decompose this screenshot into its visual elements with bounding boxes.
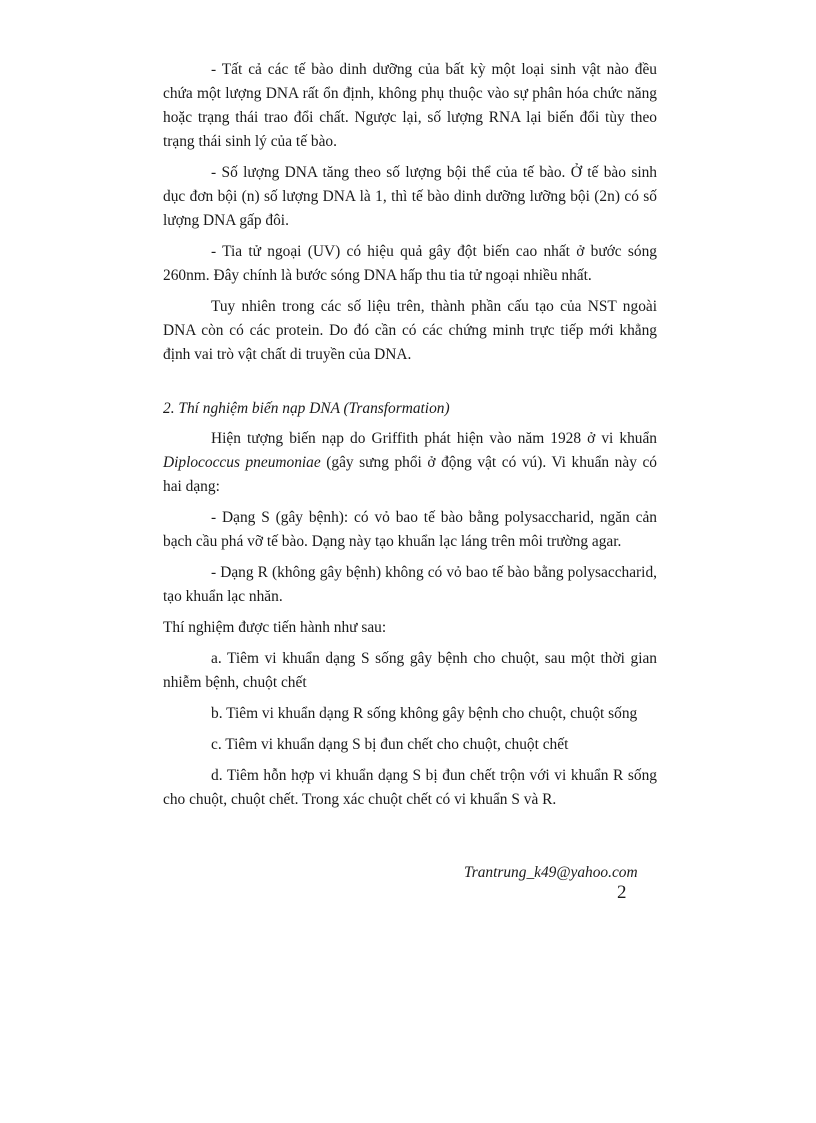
section-heading-transformation: 2. Thí nghiệm biến nạp DNA (Transformation) bbox=[163, 400, 450, 417]
intro-text-before: Hiện tượng biến nạp do Griffith phát hiện vào năm 1928 ở vi khuẩn bbox=[211, 430, 657, 447]
experiment-step-b: b. Tiêm vi khuẩn dạng R sống không gây bệnh cho chuột, chuột sống bbox=[211, 705, 638, 722]
species-name: Diplococcus pneumoniae bbox=[163, 454, 321, 471]
page-number: 2 bbox=[617, 882, 627, 903]
paragraph-dna-stability: - Tất cả các tế bào dinh dưỡng của bất kỳ một loại sinh vật nào đều chứa một lượng DNA rất ổn định, không phụ thuộc vào sự phân hóa chức năng hoặc trạng thái trao đổi chất. Ngược lại, số lượng RNA lại biến đổi tùy theo trạng thái sinh lý của tế bào. bbox=[163, 61, 657, 150]
paragraph-form-r: - Dạng R (không gây bệnh) không có vỏ bao tế bào bằng polysaccharid, tạo khuẩn lạc nhăn. bbox=[163, 564, 657, 605]
document-body bbox=[163, 58, 657, 819]
paragraph-dna-ploidy: - Số lượng DNA tăng theo số lượng bội thể của tế bào. Ở tế bào sinh dục đơn bội (n) số lượng DNA là 1, thì tế bào dinh dưỡng lưỡng bội (2n) có số lượng DNA gấp đôi. bbox=[163, 164, 657, 229]
paragraph-protein-note: Tuy nhiên trong các số liệu trên, thành phần cấu tạo của NST ngoài DNA còn có các protein. Do đó cần có các chứng minh trực tiếp mới khẳng định vai trò vật chất di truyền của DNA. bbox=[163, 298, 657, 363]
paragraph-form-s: - Dạng S (gây bệnh): có vỏ bao tế bào bằng polysaccharid, ngăn cản bạch cầu phá vỡ tế bào. Dạng này tạo khuẩn lạc láng trên môi trường agar. bbox=[163, 509, 657, 550]
intro-text-after: (gây sưng phổi ở động vật có vú). Vi khuẩn này có hai dạng: bbox=[163, 454, 657, 495]
paragraph-uv-wavelength: - Tia tử ngoại (UV) có hiệu quả gây đột biến cao nhất ở bước sóng 260nm. Đây chính là bước sóng DNA hấp thu tia tử ngoại nhiều nhất. bbox=[163, 243, 657, 284]
experiment-step-c: c. Tiêm vi khuẩn dạng S bị đun chết cho chuột, chuột chết bbox=[211, 736, 569, 753]
experiment-step-a: a. Tiêm vi khuẩn dạng S sống gây bệnh cho chuột, sau một thời gian nhiễm bệnh, chuột chết bbox=[163, 650, 657, 691]
footer-email: Trantrung_k49@yahoo.com bbox=[464, 864, 638, 881]
paragraph-experiment-lead: Thí nghiệm được tiến hành như sau: bbox=[163, 619, 387, 636]
experiment-step-d: d. Tiêm hỗn hợp vi khuẩn dạng S bị đun chết trộn với vi khuẩn R sống cho chuột, chuột chết. Trong xác chuột chết có vi khuẩn S và R. bbox=[163, 767, 657, 808]
paragraph-griffith-intro bbox=[163, 427, 657, 499]
